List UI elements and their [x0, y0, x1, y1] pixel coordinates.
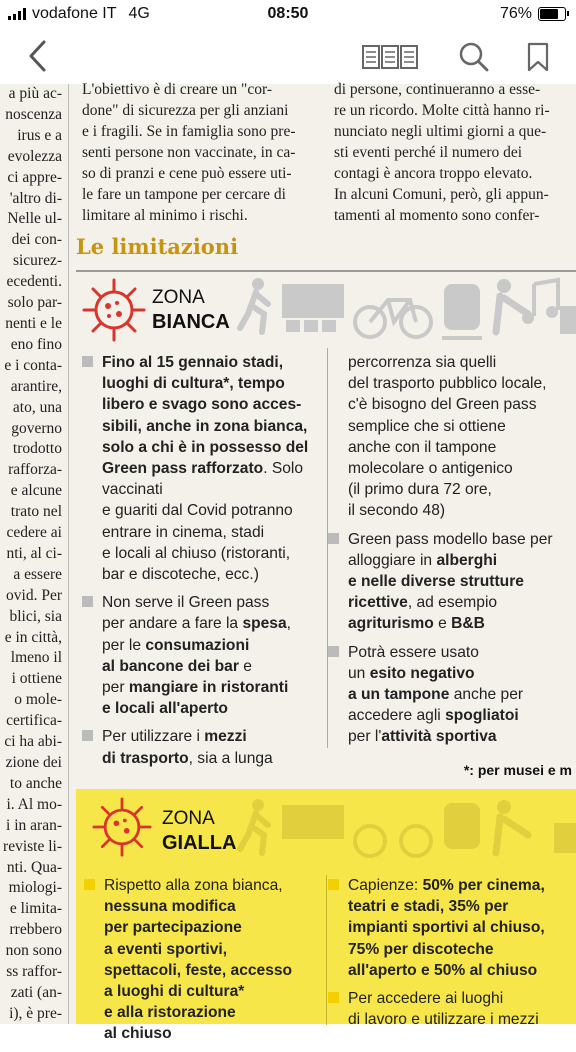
item-line — [102, 613, 320, 634]
item-line: al chiuso — [104, 1025, 172, 1043]
item-line: spettacoli, feste, accesso — [104, 961, 293, 979]
bullet-marker — [84, 879, 95, 890]
item-line: anche con il tampone — [348, 438, 497, 456]
activities-pictograms — [238, 276, 576, 342]
bullet-marker — [328, 879, 339, 890]
continued-text — [326, 352, 574, 522]
left-column-line: ci appre- — [7, 168, 62, 186]
left-column-line: nti, al ci- — [6, 544, 62, 562]
item-line: bar e discoteche, ecc.) — [102, 566, 259, 584]
reader-toolbar — [0, 30, 576, 84]
left-column-line: zione dei — [5, 754, 62, 771]
bold-line: luoghi di cultura*, tempo — [102, 375, 285, 393]
left-column-line: i), è pre- — [9, 1004, 62, 1022]
item-line: a eventi sportivi, — [104, 940, 228, 958]
article-line: sti eventi perché il numero dei — [334, 144, 523, 161]
search-icon[interactable] — [458, 41, 490, 78]
bullet-marker — [82, 596, 93, 607]
item-line — [102, 677, 320, 698]
left-column-line: rafforza- — [8, 461, 62, 479]
text-span: alloggiare in — [348, 551, 437, 569]
bullet-marker — [328, 646, 339, 657]
item-line: il secondo 48) — [348, 502, 446, 520]
article-line: L'obiettivo è di creare un "cor- — [82, 81, 272, 98]
text-span: , — [286, 615, 291, 633]
bold-span: e locali all'aperto — [102, 700, 228, 718]
bold-span: al bancone dei bar — [102, 657, 239, 675]
list-item — [80, 592, 320, 719]
left-column-line: to anche — [9, 774, 62, 792]
left-column-line: noscenza — [5, 105, 62, 123]
article-line: limitare al minimo i rischi. — [82, 207, 248, 224]
bold-span: a un tampone — [348, 686, 450, 704]
zona-gialla-column-1 — [82, 875, 322, 1052]
network-label: 4G — [128, 5, 150, 22]
article-line: e i fragili. Se in famiglia sono pre- — [82, 123, 296, 140]
left-column-line: ovid. Per — [6, 586, 62, 604]
left-column-line: e alcune — [10, 482, 62, 500]
left-column-line: non sono — [5, 942, 62, 960]
chevron-left-icon[interactable] — [26, 38, 50, 79]
item-line — [348, 663, 574, 684]
article-top-middle — [82, 79, 318, 226]
section-heading: Le limitazioni — [76, 234, 239, 259]
bold-span: mezzi — [204, 728, 247, 746]
left-column-line: lmeno il — [10, 649, 62, 667]
item-line: Per accedere ai luoghi — [348, 990, 504, 1008]
text-span: Per utilizzare i — [102, 728, 205, 746]
list-item — [80, 352, 320, 585]
left-column-line: i ottiene — [11, 670, 62, 688]
left-column-line: i in aran- — [6, 816, 62, 834]
left-column-line: 'altro di- — [9, 189, 62, 207]
left-column-line: ci ha abi- — [4, 733, 62, 751]
article-line: senti persone non vaccinate, in ca- — [82, 144, 296, 161]
left-column-line: solo par- — [7, 294, 62, 312]
text-span: e — [433, 615, 452, 633]
bold-span: di trasporto — [102, 749, 189, 767]
left-column-line: a essere — [13, 565, 62, 583]
list-item — [326, 988, 576, 1030]
zona-gialla-column-2 — [326, 875, 576, 1037]
item-line: e guariti dal Covid potranno — [102, 502, 293, 520]
bold-line: solo a chi è in possesso del — [102, 438, 309, 456]
item-line: Rispetto alla zona bianca, — [104, 877, 283, 894]
footnote: *: per musei e m — [463, 762, 572, 778]
left-column-line: miologi- — [8, 879, 62, 897]
left-column-line: sicurez- — [12, 252, 62, 270]
virus-icon — [92, 797, 152, 857]
heading-divider — [76, 270, 576, 272]
bold-span: e nelle diverse strutture — [348, 573, 524, 591]
article-line: nunciato negli ultimi giorni a que- — [334, 123, 547, 140]
virus-icon — [82, 278, 146, 342]
item-line: (il primo dura 72 ore, — [348, 481, 492, 499]
article-line: done" di sicurezza per gli anziani — [82, 102, 289, 119]
text-span: accedere agli — [348, 707, 446, 725]
item-line — [348, 613, 574, 634]
left-column-text — [0, 84, 62, 1025]
bullet-marker — [328, 992, 339, 1003]
item-line: impianti sportivi al chiuso, — [348, 919, 545, 937]
bold-span: spesa — [242, 615, 287, 633]
item-line: nessuna modifica — [104, 898, 236, 916]
left-column-line: trato nel — [10, 503, 62, 521]
item-line: all'aperto e 50% al chiuso — [348, 961, 538, 979]
left-column-line: o mole- — [14, 691, 62, 709]
text-span: un — [348, 664, 370, 682]
left-column-line: governo — [11, 419, 62, 437]
item-line: del trasporto pubblico locale, — [348, 375, 547, 393]
carrier-label: vodafone IT — [32, 5, 117, 22]
list-item — [326, 642, 574, 748]
bold-line: sibili, anche in zona bianca, — [102, 417, 308, 435]
item-line — [348, 571, 574, 592]
zona-gialla-label2: GIALLA — [162, 832, 237, 854]
article-line: le fare un tampone per cercare di — [82, 186, 286, 203]
item-lines — [348, 988, 576, 1030]
item-line: a luoghi di cultura* — [104, 983, 245, 1001]
left-column-line: eno fino — [10, 335, 62, 353]
text-span: per andare a fare la — [102, 615, 243, 633]
left-column-line: i. Al mo- — [6, 795, 62, 813]
item-line: Non serve il Green pass — [102, 594, 270, 612]
bold-span: spogliatoi — [445, 707, 519, 725]
article-top-right — [334, 79, 576, 226]
list-item — [326, 875, 576, 981]
item-line — [102, 726, 320, 747]
zona-bianca-label1: ZONA — [152, 287, 205, 308]
left-column-line: ss raffor- — [6, 963, 62, 981]
column-divider — [68, 84, 69, 1024]
bold-span: esito negativo — [369, 664, 475, 682]
left-column-line: evolezza — [7, 147, 62, 165]
left-column-line: ecedenti. — [6, 273, 62, 291]
left-column-line: e i conta- — [4, 356, 62, 374]
zona-gialla-panel — [76, 789, 576, 1043]
list-item — [326, 529, 574, 635]
bold-lines — [104, 896, 322, 1044]
left-column-line: arantire, — [10, 377, 62, 395]
text-span: Capienze: — [348, 877, 423, 894]
bold-lines — [348, 896, 576, 981]
text-span: e — [238, 657, 252, 675]
bold-span: agriturismo — [348, 615, 434, 633]
bold-line: libero e svago sono acces- — [102, 396, 302, 414]
bold-span: consumazioni — [145, 636, 250, 654]
item-line — [102, 748, 320, 769]
item-line — [348, 550, 574, 571]
article-line: In alcuni Comuni, però, gli appun- — [334, 186, 549, 203]
item-line — [348, 726, 574, 747]
text-span: , sia a lunga — [188, 749, 273, 767]
left-column-line: reviste li- — [3, 837, 62, 855]
battery-icon — [538, 7, 566, 21]
item-line: percorrenza sia quelli — [348, 354, 497, 371]
green-pass-rafforzato: Green pass rafforzato — [102, 460, 264, 478]
text-span: per le — [102, 636, 146, 654]
item-line: 75% per discoteche — [348, 940, 494, 958]
bold-span: B&B — [451, 615, 485, 633]
list-item — [80, 726, 320, 768]
activities-pictograms — [238, 797, 576, 859]
battery-percent: 76% — [499, 5, 532, 22]
left-column-line: ato, una — [12, 398, 62, 416]
item-line: entrare in cinema, stadi — [102, 523, 265, 541]
left-column-line: e limita- — [9, 900, 62, 918]
status-bar — [0, 0, 576, 30]
item-line: teatri e stadi, 35% per — [348, 898, 509, 916]
bold-span: 50% per cinema, — [422, 877, 545, 894]
item-text: . Solo — [263, 460, 304, 478]
zona-bianca-label2: BIANCA — [152, 311, 230, 333]
article-line: di persone, continueranno a esse- — [334, 81, 541, 98]
left-column-line: a più ac- — [8, 85, 62, 102]
item-line: molecolare o antigenico — [348, 460, 513, 478]
item-line — [348, 705, 574, 726]
text-span: per — [102, 679, 129, 697]
item-rest — [102, 479, 320, 585]
item-line: Potrà essere usato — [348, 643, 479, 661]
item-line — [102, 635, 320, 656]
item-line — [102, 656, 320, 677]
bold-line: Fino al 15 gennaio stadi, — [102, 354, 284, 371]
item-line: vaccinati — [102, 481, 163, 499]
left-column-line: nti. Qua- — [6, 858, 62, 876]
article-line: contagi è ancora troppo elevato. — [334, 165, 533, 182]
article-line: so di pranzi e cene può essere uti- — [82, 165, 292, 182]
item-line: semplice che si ottiene — [348, 417, 506, 435]
pages-icon[interactable] — [362, 44, 418, 75]
zona-bianca-column-1 — [80, 352, 320, 776]
left-column-line: irus e a — [17, 126, 62, 144]
newspaper-page[interactable] — [0, 81, 576, 1043]
zona-bianca-header — [76, 274, 576, 350]
item-line: Green pass modello base per — [348, 530, 553, 548]
article-line: tamenti al momento sono confer- — [334, 207, 540, 224]
bold-span: ricettive — [348, 594, 408, 612]
battery-fill — [540, 9, 558, 19]
clock: 08:50 — [267, 5, 309, 22]
bullet-marker — [328, 533, 339, 544]
left-column-line: Nelle ul- — [7, 210, 62, 228]
item-line — [102, 698, 320, 719]
item-line: per partecipazione — [104, 919, 242, 937]
left-column-line: trodotto — [12, 440, 62, 458]
article-line: re un ricordo. Molte città hanno ri- — [334, 102, 550, 119]
zona-bianca-column-2 — [326, 352, 574, 755]
text-span: per l' — [348, 728, 382, 746]
bold-span: alberghi — [436, 551, 498, 569]
item-line: di lavoro e utilizzare i mezzi — [348, 1011, 539, 1029]
status-right — [500, 5, 566, 23]
left-column-line: zati (an- — [10, 983, 62, 1001]
left-column-line: cedere ai — [6, 524, 62, 542]
list-item — [82, 875, 322, 1045]
left-column-line: dei con- — [11, 231, 62, 249]
item-line — [348, 684, 574, 705]
item-line: e alla ristorazione — [104, 1004, 236, 1022]
item-line: c'è bisogno del Green pass — [348, 396, 537, 414]
item-line — [348, 875, 576, 896]
bold-span: mangiare in ristoranti — [128, 679, 289, 697]
item-line — [348, 592, 574, 613]
left-column-line: nenti e le — [5, 314, 62, 332]
left-column-line: e in città, — [4, 628, 62, 646]
left-column-line: rrebbero — [9, 921, 62, 939]
bookmark-icon[interactable] — [527, 42, 549, 77]
left-column-line: blici, sia — [9, 607, 62, 625]
text-span: , ad esempio — [407, 594, 498, 612]
text-span: anche per — [449, 686, 524, 704]
left-column-line: certifica- — [6, 712, 62, 730]
bullet-marker — [82, 730, 93, 741]
item-line: e locali al chiuso (ristoranti, — [102, 544, 291, 562]
bullet-marker — [82, 356, 93, 367]
bold-span: attività sportiva — [381, 728, 497, 746]
zona-gialla-label1: ZONA — [162, 808, 215, 829]
